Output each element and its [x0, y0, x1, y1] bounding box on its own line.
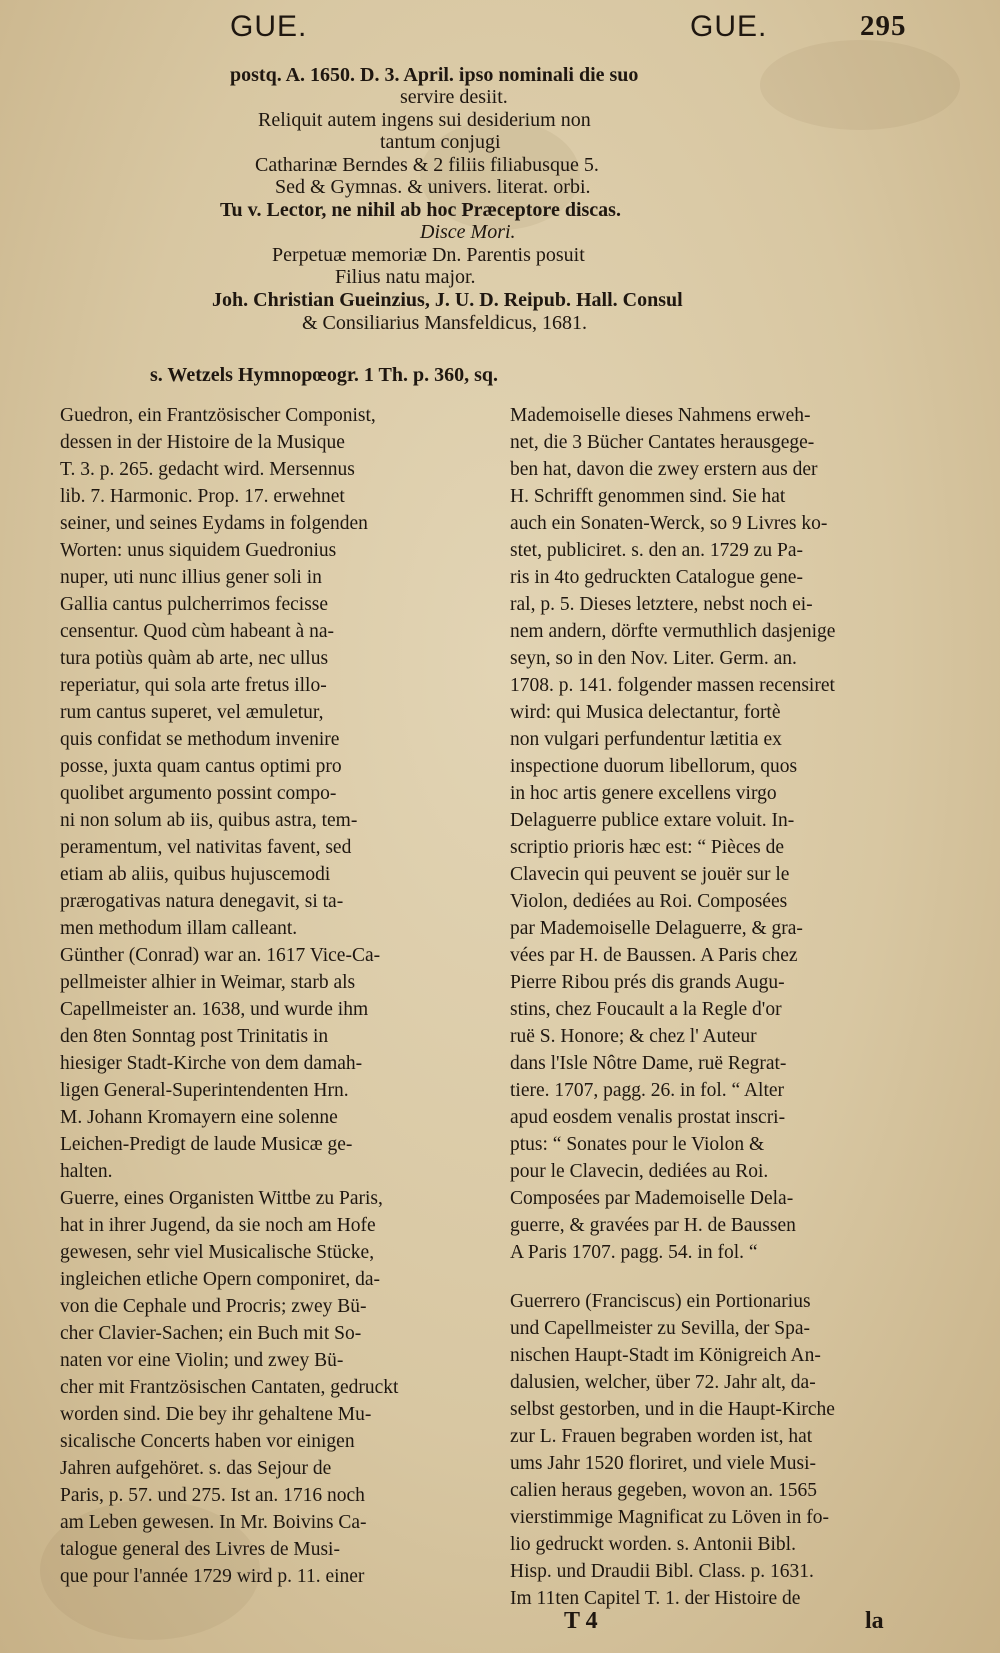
- text-line: A Paris 1707. pagg. 54. in fol. “: [510, 1242, 758, 1263]
- text-line: peramentum, vel nativitas favent, sed: [60, 837, 352, 858]
- text-line: auch ein Sonaten-Werck, so 9 Livres ko-: [510, 513, 828, 534]
- epitaph-line: tantum conjugi: [380, 131, 501, 153]
- epitaph-line: Catharinæ Berndes & 2 filiis filiabusque 5.: [255, 154, 599, 176]
- text-line: Guerrero (Franciscus) ein Portionarius: [510, 1291, 811, 1312]
- text-line: rum cantus superet, vel æmuletur,: [60, 702, 324, 723]
- signature-mark: T 4: [564, 1608, 598, 1634]
- text-line: pellmeister alhier in Weimar, starb als: [60, 972, 356, 993]
- text-line: und Capellmeister zu Sevilla, der Spa-: [510, 1318, 811, 1339]
- epitaph-line: Filius natu major.: [335, 266, 476, 288]
- text-line: cher Clavier-Sachen; ein Buch mit So-: [60, 1323, 362, 1344]
- text-line: lio gedruckt worden. s. Antonii Bibl.: [510, 1534, 796, 1555]
- text-line: Composées par Mademoiselle Dela-: [510, 1188, 794, 1209]
- text-line: ingleichen etliche Opern componiret, da-: [60, 1269, 380, 1290]
- text-line: H. Schrifft genommen sind. Sie hat: [510, 486, 786, 507]
- text-line: posse, juxta quam cantus optimi pro: [60, 756, 342, 777]
- epitaph-line: Reliquit autem ingens sui desiderium non: [258, 109, 591, 131]
- text-line: 1708. p. 141. folgender massen recensiret: [510, 675, 835, 696]
- text-line: hiesiger Stadt-Kirche von dem damah-: [60, 1053, 363, 1074]
- text-line: Capellmeister an. 1638, und wurde ihm: [60, 999, 369, 1020]
- text-line: gewesen, sehr viel Musicalische Stücke,: [60, 1242, 375, 1263]
- text-line: vierstimmige Magnificat zu Löven in fo-: [510, 1507, 829, 1528]
- text-line: T. 3. p. 265. gedacht wird. Mersennus: [60, 459, 355, 480]
- text-line: ptus: “ Sonates pour le Violon &: [510, 1134, 765, 1155]
- text-line: reperiatur, qui sola arte fretus illo-: [60, 675, 327, 696]
- text-line: halten.: [60, 1161, 113, 1182]
- epitaph-line: Tu v. Lector, ne nihil ab hoc Præceptore discas.: [220, 199, 621, 221]
- text-line: Delaguerre publice extare voluit. In-: [510, 810, 795, 831]
- reference-line: s. Wetzels Hymnopœogr. 1 Th. p. 360, sq.: [150, 364, 499, 386]
- epitaph-line: Joh. Christian Gueinzius, J. U. D. Reipub. Hall. Consul: [212, 289, 683, 311]
- text-line: dessen in der Histoire de la Musique: [60, 432, 345, 453]
- text-line: nuper, uti nunc illius gener soli in: [60, 567, 322, 588]
- text-line: Pierre Ribou prés dis grands Augu-: [510, 972, 785, 993]
- text-line: seiner, und seines Eydams in folgenden: [60, 513, 368, 534]
- text-line: Violon, dediées au Roi. Composées: [510, 891, 788, 912]
- running-head-left: GUE.: [230, 10, 308, 43]
- text-line: Im 11ten Capitel T. 1. der Histoire de: [510, 1588, 801, 1609]
- text-line: lib. 7. Harmonic. Prop. 17. erwehnet: [60, 486, 345, 507]
- text-line: non vulgari perfundentur lætitia ex: [510, 729, 782, 750]
- text-line: Günther (Conrad) war an. 1617 Vice-Ca-: [60, 945, 381, 966]
- text-line: sicalische Concerts haben vor einigen: [60, 1431, 355, 1452]
- text-line: Clavecin qui peuvent se jouër sur le: [510, 864, 790, 885]
- text-line: nischen Haupt-Stadt im Königreich An-: [510, 1345, 821, 1366]
- text-line: hat in ihrer Jugend, da sie noch am Hofe: [60, 1215, 376, 1236]
- text-line: ris in 4to gedruckten Catalogue gene-: [510, 567, 803, 588]
- epitaph-line: Sed & Gymnas. & univers. literat. orbi.: [275, 176, 591, 198]
- text-line: M. Johann Kromayern eine solenne: [60, 1107, 338, 1128]
- text-line: ni non solum ab iis, quibus astra, tem-: [60, 810, 358, 831]
- text-line: Guerre, eines Organisten Wittbe zu Paris,: [60, 1188, 383, 1209]
- text-line: am Leben gewesen. In Mr. Boivins Ca-: [60, 1512, 367, 1533]
- text-line: ligen General-Superintendenten Hrn.: [60, 1080, 349, 1101]
- text-line: calien heraus gegeben, wovon an. 1565: [510, 1480, 818, 1501]
- text-line: naten vor eine Violin; und zwey Bü-: [60, 1350, 344, 1371]
- text-line: den 8ten Sonntag post Trinitatis in: [60, 1026, 329, 1047]
- text-line: tiere. 1707, pagg. 26. in fol. “ Alter: [510, 1080, 785, 1101]
- text-line: dalusien, welcher, über 72. Jahr alt, da-: [510, 1372, 816, 1393]
- text-line: que pour l'année 1729 wird p. 11. einer: [60, 1566, 365, 1587]
- text-line: ral, p. 5. Dieses letztere, nebst noch ei-: [510, 594, 813, 615]
- text-line: zur L. Frauen begraben worden ist, hat: [510, 1426, 813, 1447]
- text-line: Gallia cantus pulcherrimos fecisse: [60, 594, 329, 615]
- text-line: Worten: unus siquidem Guedronius: [60, 540, 337, 561]
- text-line: Guedron, ein Frantzösischer Componist,: [60, 405, 376, 426]
- text-line: censentur. Quod cùm habeant à na-: [60, 621, 334, 642]
- text-line: prærogativas natura denegavit, si ta-: [60, 891, 344, 912]
- running-head-right: GUE.: [690, 10, 768, 43]
- epitaph-line: & Consiliarius Mansfeldicus, 1681.: [302, 312, 587, 334]
- catchword: la: [865, 1608, 884, 1634]
- paper-stain: [760, 40, 960, 130]
- text-line: seyn, so in den Nov. Liter. Germ. an.: [510, 648, 797, 669]
- text-line: etiam ab aliis, quibus hujuscemodi: [60, 864, 331, 885]
- text-line: Hisp. und Draudii Bibl. Class. p. 1631.: [510, 1561, 814, 1582]
- text-line: scriptio prioris hæc est: “ Pièces de: [510, 837, 785, 858]
- epitaph-line: Disce Mori.: [420, 221, 516, 243]
- text-line: vées par H. de Baussen. A Paris chez: [510, 945, 798, 966]
- epitaph-line: Perpetuæ memoriæ Dn. Parentis posuit: [272, 244, 585, 266]
- text-line: par Mademoiselle Delaguerre, & gra-: [510, 918, 803, 939]
- text-line: apud eosdem venalis prostat inscri-: [510, 1107, 786, 1128]
- epitaph-line: servire desiit.: [400, 86, 508, 108]
- text-line: stet, publiciret. s. den an. 1729 zu Pa-: [510, 540, 803, 561]
- text-line: worden sind. Die bey ihr gehaltene Mu-: [60, 1404, 372, 1425]
- text-line: ruë S. Honore; & chez l' Auteur: [510, 1026, 757, 1047]
- text-line: guerre, & gravées par H. de Baussen: [510, 1215, 796, 1236]
- text-line: quolibet argumento possint compo-: [60, 783, 337, 804]
- text-line: ben hat, davon die zwey erstern aus der: [510, 459, 818, 480]
- page-number: 295: [860, 10, 907, 42]
- text-line: in hoc artis genere excellens virgo: [510, 783, 777, 804]
- text-line: Leichen-Predigt de laude Musicæ ge-: [60, 1134, 353, 1155]
- text-line: Paris, p. 57. und 275. Ist an. 1716 noch: [60, 1485, 365, 1506]
- epitaph-line: postq. A. 1650. D. 3. April. ipso nominali die suo: [230, 64, 639, 86]
- text-line: talogue general des Livres de Musi-: [60, 1539, 340, 1560]
- text-line: inspectione duorum libellorum, quos: [510, 756, 798, 777]
- text-line: Jahren aufgehöret. s. das Sejour de: [60, 1458, 332, 1479]
- text-line: wird: qui Musica delectantur, fortè: [510, 702, 781, 723]
- text-line: Mademoiselle dieses Nahmens erweh-: [510, 405, 811, 426]
- text-line: cher mit Frantzösischen Cantaten, gedruckt: [60, 1377, 399, 1398]
- text-line: net, die 3 Bücher Cantates herausgege-: [510, 432, 815, 453]
- text-line: quis confidat se methodum invenire: [60, 729, 340, 750]
- text-line: ums Jahr 1520 floriret, und viele Musi-: [510, 1453, 816, 1474]
- text-line: men methodum illam calleant.: [60, 918, 298, 939]
- text-line: pour le Clavecin, dediées au Roi.: [510, 1161, 769, 1182]
- text-line: von die Cephale und Procris; zwey Bü-: [60, 1296, 367, 1317]
- text-line: dans l'Isle Nôtre Dame, ruë Regrat-: [510, 1053, 787, 1074]
- text-line: nem andern, dörfte vermuthlich dasjenige: [510, 621, 836, 642]
- text-line: selbst gestorben, und in die Haupt-Kirche: [510, 1399, 835, 1420]
- text-line: tura potiùs quàm ab arte, nec ullus: [60, 648, 329, 669]
- text-line: stins, chez Foucault a la Regle d'or: [510, 999, 782, 1020]
